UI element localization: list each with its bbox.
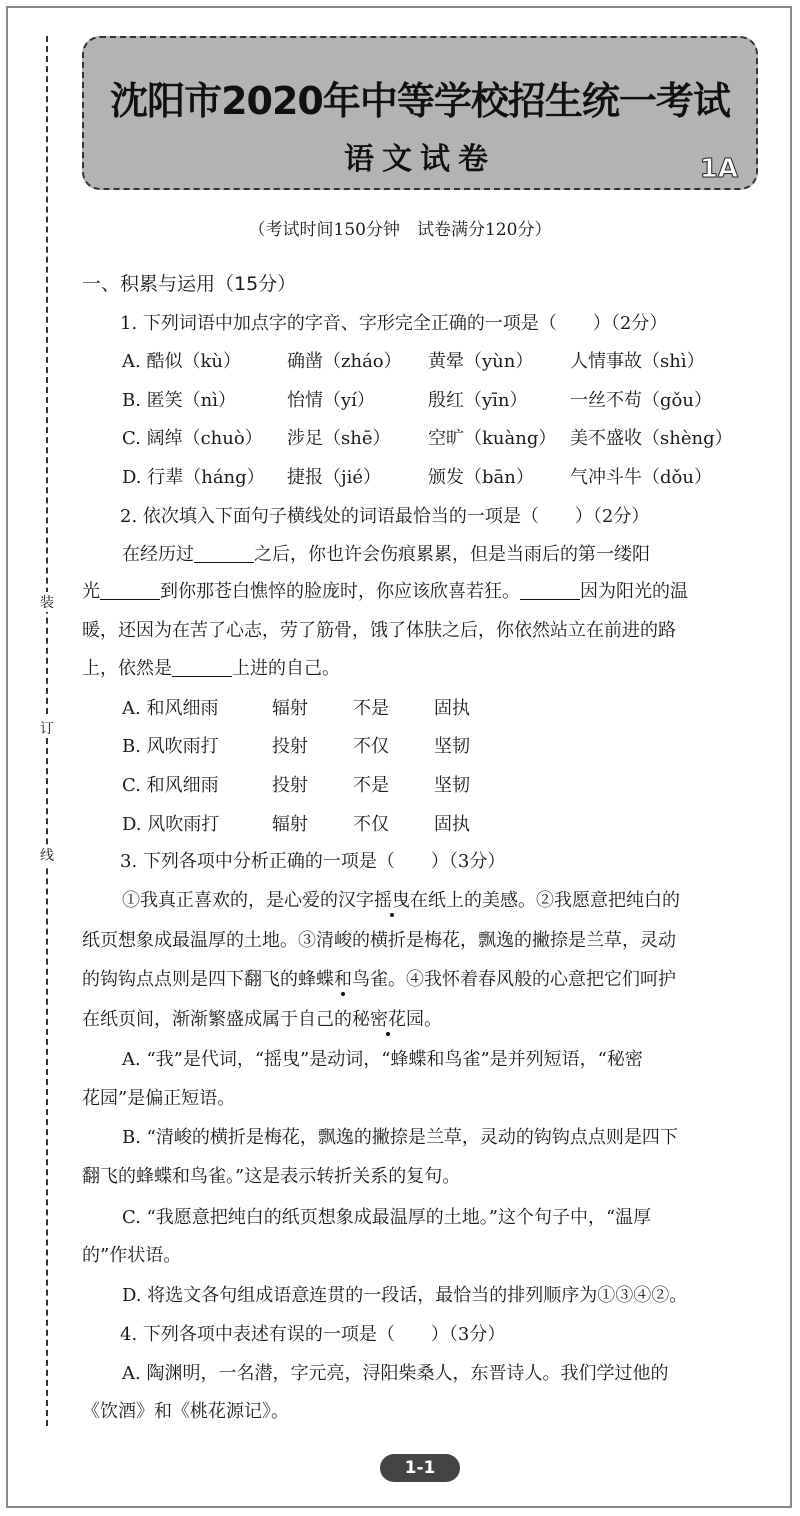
q3-option-a-cont: 花园”是偏正短语。 <box>82 1088 236 1109</box>
q3-option-c-cont: 的”作状语。 <box>82 1245 182 1266</box>
margin-char-xian: 线 <box>38 845 56 865</box>
q1-option: 空旷（kuàng） <box>428 428 557 449</box>
q1-option: 美不盛收（shèng） <box>570 428 733 449</box>
q3-passage-line <box>122 889 680 913</box>
dotted-word: 秘密花园 <box>352 1009 424 1030</box>
dotted-word: 摇曳 <box>374 890 410 911</box>
q4-stem: 4. 下列各项中表述有误的一项是（ ）（3分） <box>120 1324 506 1345</box>
q2-option: 辐射 <box>272 814 308 835</box>
q3-passage-line <box>82 968 676 992</box>
q2-option: 坚韧 <box>434 736 470 757</box>
q2-option: 坚韧 <box>434 775 470 796</box>
margin-char-ding: 订 <box>38 718 56 738</box>
q1-stem: 1. 下列词语中加点字的字音、字形完全正确的一项是（ ）（2分） <box>120 313 668 334</box>
q2-option: 不是 <box>353 775 389 796</box>
q1-option: 怡情（yí） <box>287 390 375 411</box>
fill-blank <box>100 581 160 600</box>
q3-option-d: D. 将选文各句组成语意连贯的一段话，最恰当的排列顺序为①③④②。 <box>122 1285 688 1306</box>
text: 之后，你也许会伤痕累累，但是当雨后的第一缕阳 <box>254 544 650 565</box>
exam-subtitle: 语文试卷 <box>344 142 496 177</box>
paper-code: 1A <box>699 154 738 184</box>
q3-passage-line: 纸页想象成最温厚的土地。③清峻的横折是梅花，飘逸的撇捺是兰草，灵动 <box>82 930 676 951</box>
text: 光 <box>82 581 100 602</box>
q1-option: D. 行辈（háng） <box>122 467 265 488</box>
q1-option: 确凿（zháo） <box>287 351 402 372</box>
text: 上进的自己。 <box>232 658 340 679</box>
text: 。 <box>424 1009 442 1030</box>
q1-option: 捷报（jié） <box>287 467 381 488</box>
q1-option: 一丝不苟（gǒu） <box>570 390 712 411</box>
q1-option: C. 阔绰（chuò） <box>122 428 263 449</box>
q3-passage-line <box>82 1008 442 1032</box>
text: 的钩钩点点则是四下翻飞的 <box>82 969 298 990</box>
q1-option: A. 酷似（kù） <box>122 351 241 372</box>
q2-option: 投射 <box>272 775 308 796</box>
header-banner <box>82 36 758 190</box>
fill-blank <box>172 658 232 677</box>
q2-option: 不是 <box>353 698 389 719</box>
text: 到你那苍白憔悴的脸庞时，你应该欣喜若狂。 <box>160 581 520 602</box>
q2-option: B. 风吹雨打 <box>122 736 219 757</box>
q2-option: 辐射 <box>272 698 308 719</box>
text: 。④我怀着春风般的心意把它们呵护 <box>388 969 676 990</box>
q1-option: 气冲斗牛（dǒu） <box>570 467 712 488</box>
q2-stem: 2. 依次填入下面句子横线处的词语最恰当的一项是（ ）（2分） <box>120 506 650 527</box>
q3-option-b-cont: 翻飞的蜂蝶和鸟雀。”这是表示转折关系的复句。 <box>82 1166 461 1187</box>
q3-option-b: B. “清峻的横折是梅花，飘逸的撇捺是兰草，灵动的钩钩点点则是四下 <box>122 1127 678 1148</box>
q2-passage-line <box>82 580 688 604</box>
q2-option: C. 和风细雨 <box>122 775 219 796</box>
q2-option: 不仅 <box>353 736 389 757</box>
q2-option: 固执 <box>434 698 470 719</box>
q1-option: 人情事故（shì） <box>570 351 705 372</box>
dotted-word: 蜂蝶和鸟雀 <box>298 969 388 990</box>
q4-option-a-cont: 《饮酒》和《桃花源记》。 <box>82 1401 289 1422</box>
exam-info: （考试时间150分钟 试卷满分120分） <box>248 220 552 240</box>
text: 上，依然是 <box>82 658 172 679</box>
text: 在纸上的美感。②我愿意把纯白的 <box>410 890 680 911</box>
q2-option: 不仅 <box>353 814 389 835</box>
q3-stem: 3. 下列各项中分析正确的一项是（ ）（3分） <box>120 851 506 872</box>
q2-passage-line <box>82 657 340 681</box>
q1-option: 涉足（shē） <box>287 428 391 449</box>
q4-option-a: A. 陶渊明，一名潜，字元亮，浔阳柴桑人，东晋诗人。我们学过他的 <box>122 1363 669 1384</box>
q2-option: A. 和风细雨 <box>122 698 219 719</box>
q2-option: 投射 <box>272 736 308 757</box>
q1-option: 颁发（bān） <box>428 467 534 488</box>
q1-option: 殷红（yīn） <box>428 390 528 411</box>
exam-title: 沈阳市2020年中等学校招生统一考试 <box>110 79 730 123</box>
text: 在纸页间，渐渐繁盛成属于自己的 <box>82 1009 352 1030</box>
q3-option-a: A. “我”是代词，“摇曳”是动词，“蜂蝶和鸟雀”是并列短语，“秘密 <box>122 1049 643 1070</box>
q3-option-c: C. “我愿意把纯白的纸页想象成最温厚的土地。”这个句子中，“温厚 <box>122 1207 652 1228</box>
section-heading: 一、积累与运用（15分） <box>82 273 297 295</box>
q1-option: B. 匿笑（nì） <box>122 390 237 411</box>
fill-blank <box>194 544 254 563</box>
q2-passage-line <box>122 543 650 567</box>
fill-blank <box>520 581 580 600</box>
page-number: 1-1 <box>380 1454 460 1482</box>
text: 因为阳光的温 <box>580 581 688 602</box>
q2-passage-line: 暖，还因为在苦了心志，劳了筋骨，饿了体肤之后，你依然站立在前进的路 <box>82 620 676 641</box>
margin-char-zhuang: 装 <box>38 592 56 612</box>
text: ①我真正喜欢的，是心爱的汉字 <box>122 890 374 911</box>
q2-option: 固执 <box>434 814 470 835</box>
text: 在经历过 <box>122 544 194 565</box>
q2-option: D. 风吹雨打 <box>122 814 220 835</box>
q1-option: 黄晕（yùn） <box>428 351 534 372</box>
